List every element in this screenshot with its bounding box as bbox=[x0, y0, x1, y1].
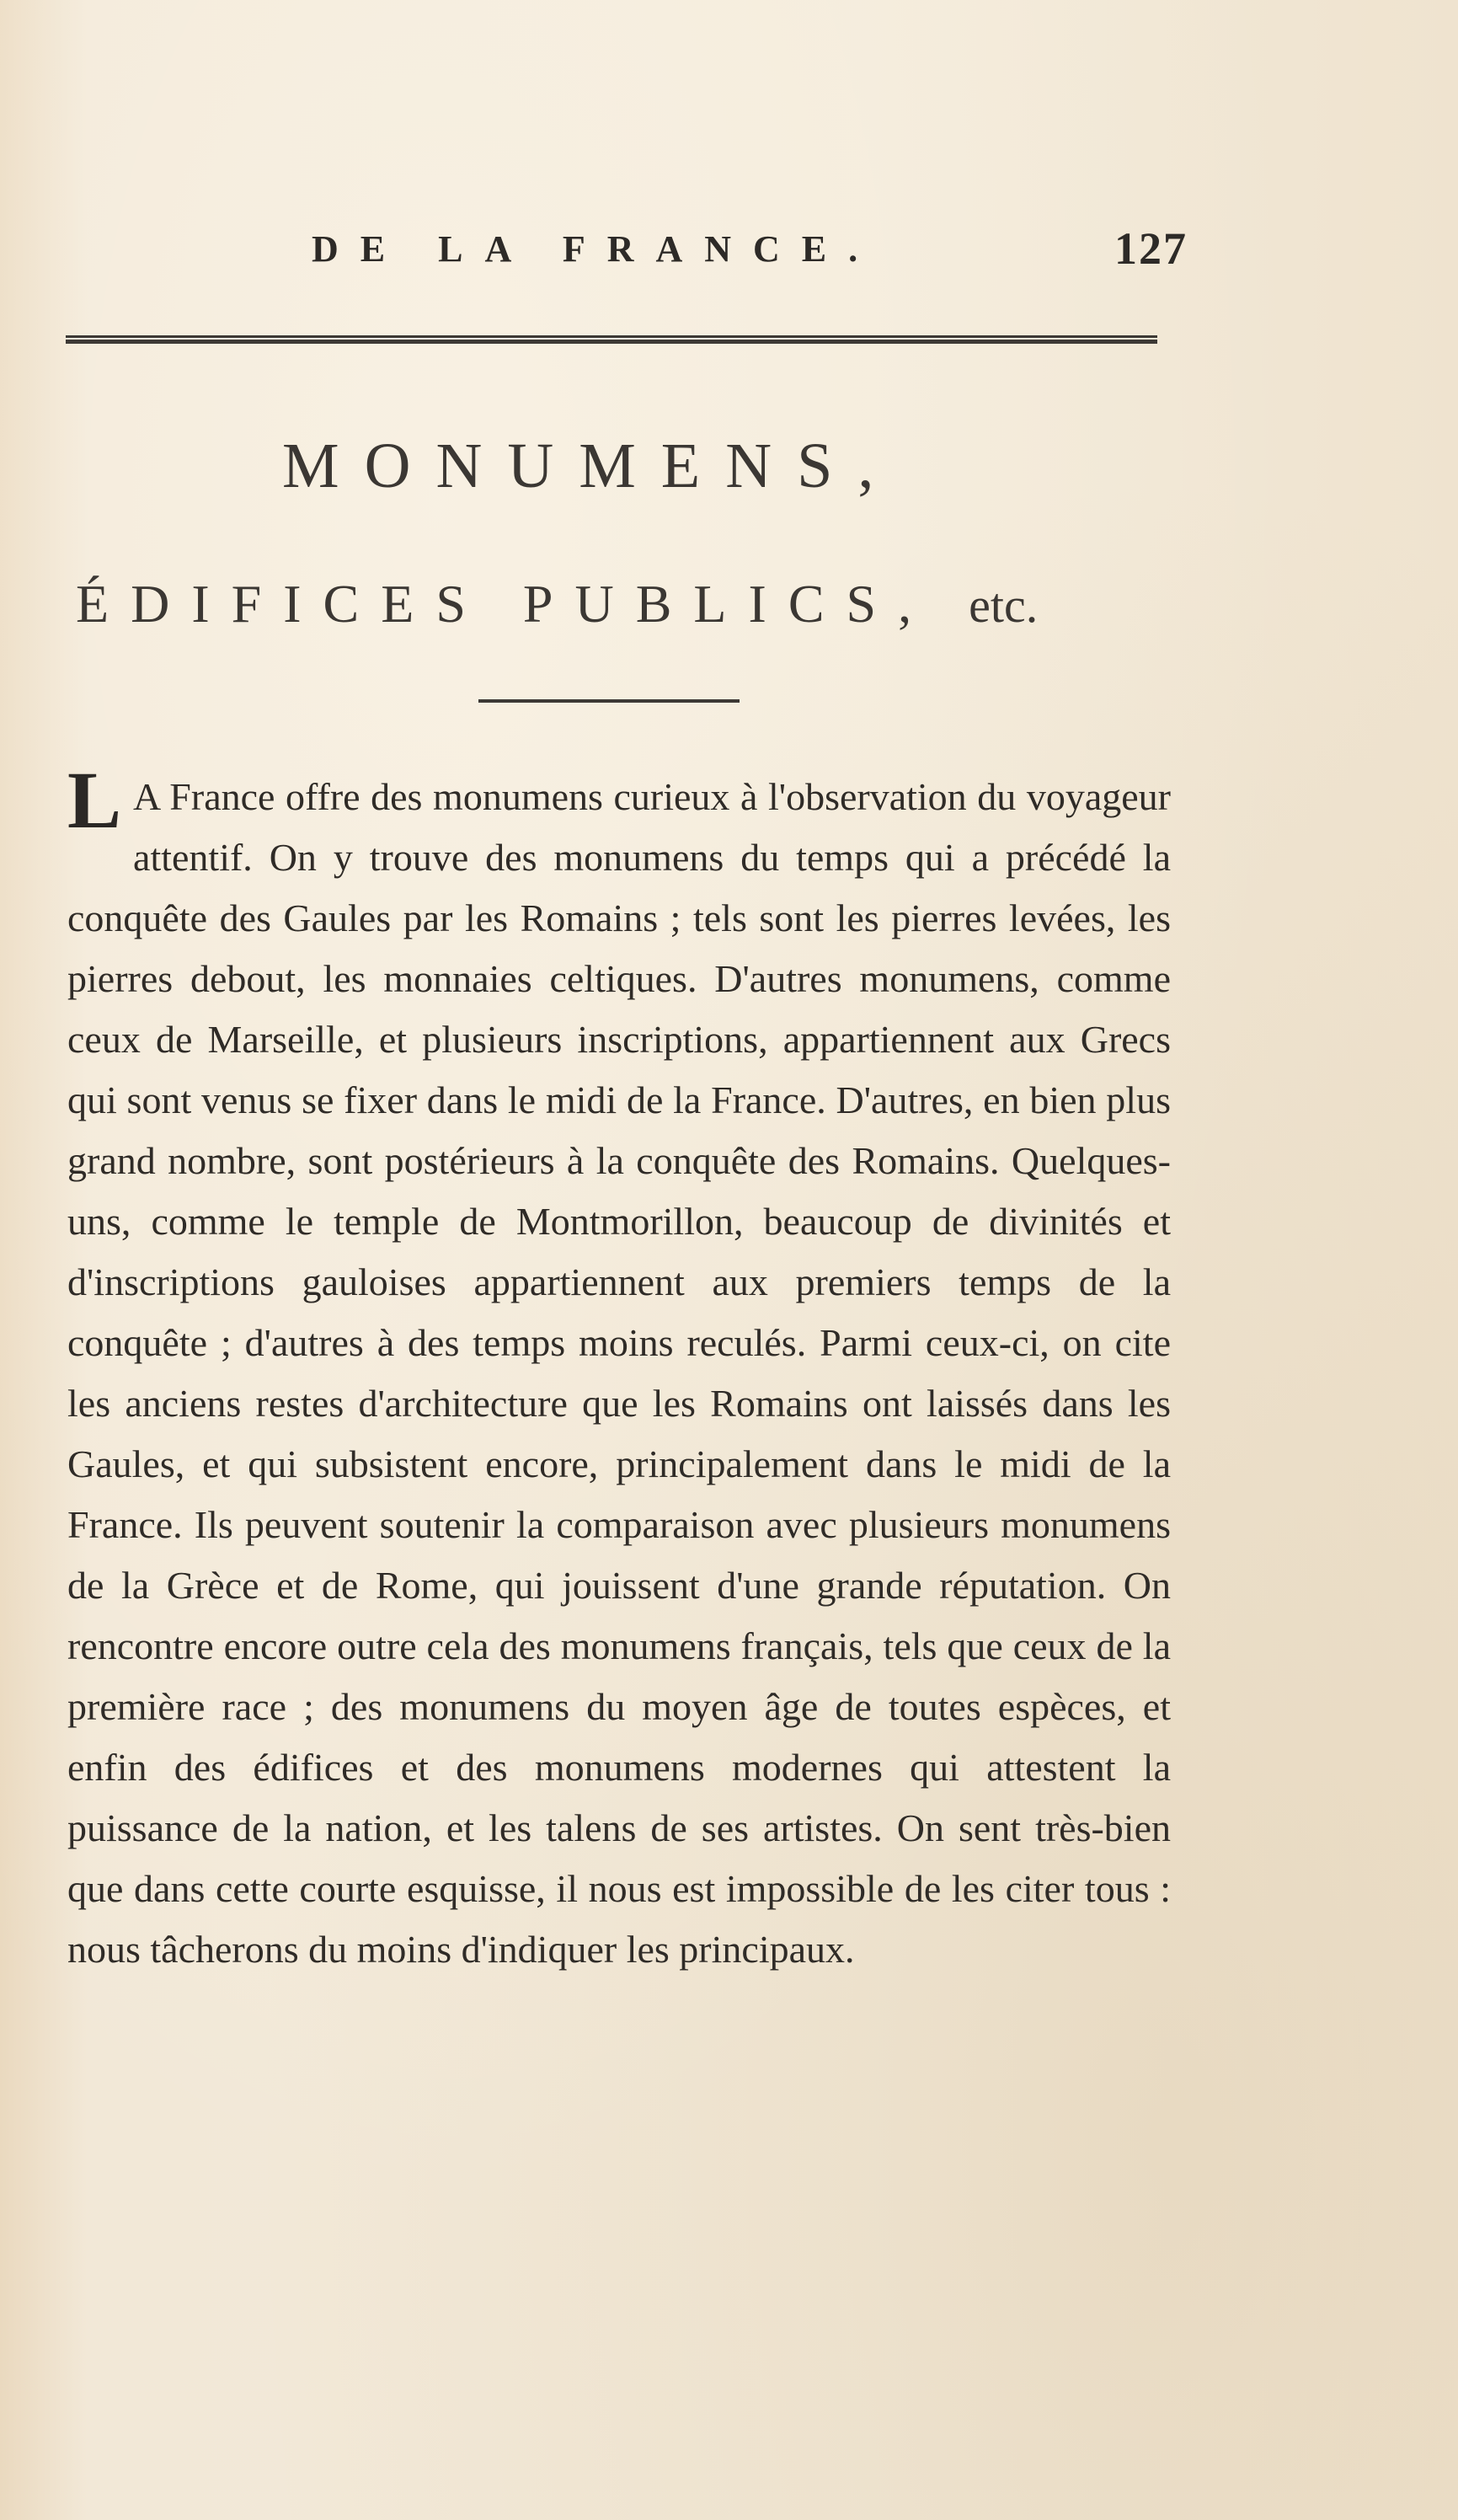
paragraph-text: A France offre des monumens curieux à l'observation du voyageur attentif. On y trouve des monumens du temps qui a précédé la conquête des Gaules par les Romains ; tels sont les pierres levées, les pierres debout, les monnaies celtiques. D'autres monumens, comme ceux de Marseille, et plusieurs inscriptions, appartiennent aux Grecs qui sont venus se fixer dans le midi de la France. D'autres, en bien plus grand nombre, sont postérieurs à la conquête des Romains. Quelques-uns, comme le temple de Montmorillon, beaucoup de divinités et d'inscriptions gauloises appartiennent aux premiers temps de la conquête ; d'autres à des temps moins reculés. Parmi ceux-ci, on cite les anciens restes d'architecture que les Romains ont laissés dans les Gaules, et qui subsistent encore, principalement dans le midi de la France. Ils peuvent soutenir la comparaison avec plusieurs monumens de la Grèce et de Rome, qui jouissent d'une grande réputation. On rencontre encore outre cela des monumens français, tels que ceux de la première race ; des monumens du moyen âge de toutes espèces, et enfin des édifices et des monumens modernes qui attestent la puissance de la nation, et les talens de ses artistes. On sent très-bien que dans cette courte esquisse, il nous est impossible de les citer tous : nous tâcherons du moins d'indiquer les principaux. bbox=[67, 775, 1171, 1971]
section-subtitle bbox=[76, 573, 1038, 635]
section-subtitle-text: ÉDIFICES PUBLICS, bbox=[76, 574, 934, 634]
page-number: 127 bbox=[1114, 223, 1188, 274]
section-subtitle-etc: etc. bbox=[969, 578, 1039, 633]
running-title: DE LA FRANCE. bbox=[312, 228, 880, 270]
body-paragraph bbox=[67, 755, 1171, 1980]
header-double-rule bbox=[66, 335, 1157, 344]
paragraph bbox=[67, 755, 1171, 1980]
section-title: MONUMENS, bbox=[282, 431, 900, 501]
title-rule bbox=[478, 699, 740, 703]
page-header bbox=[312, 223, 1188, 278]
drop-initial: L bbox=[67, 755, 122, 845]
